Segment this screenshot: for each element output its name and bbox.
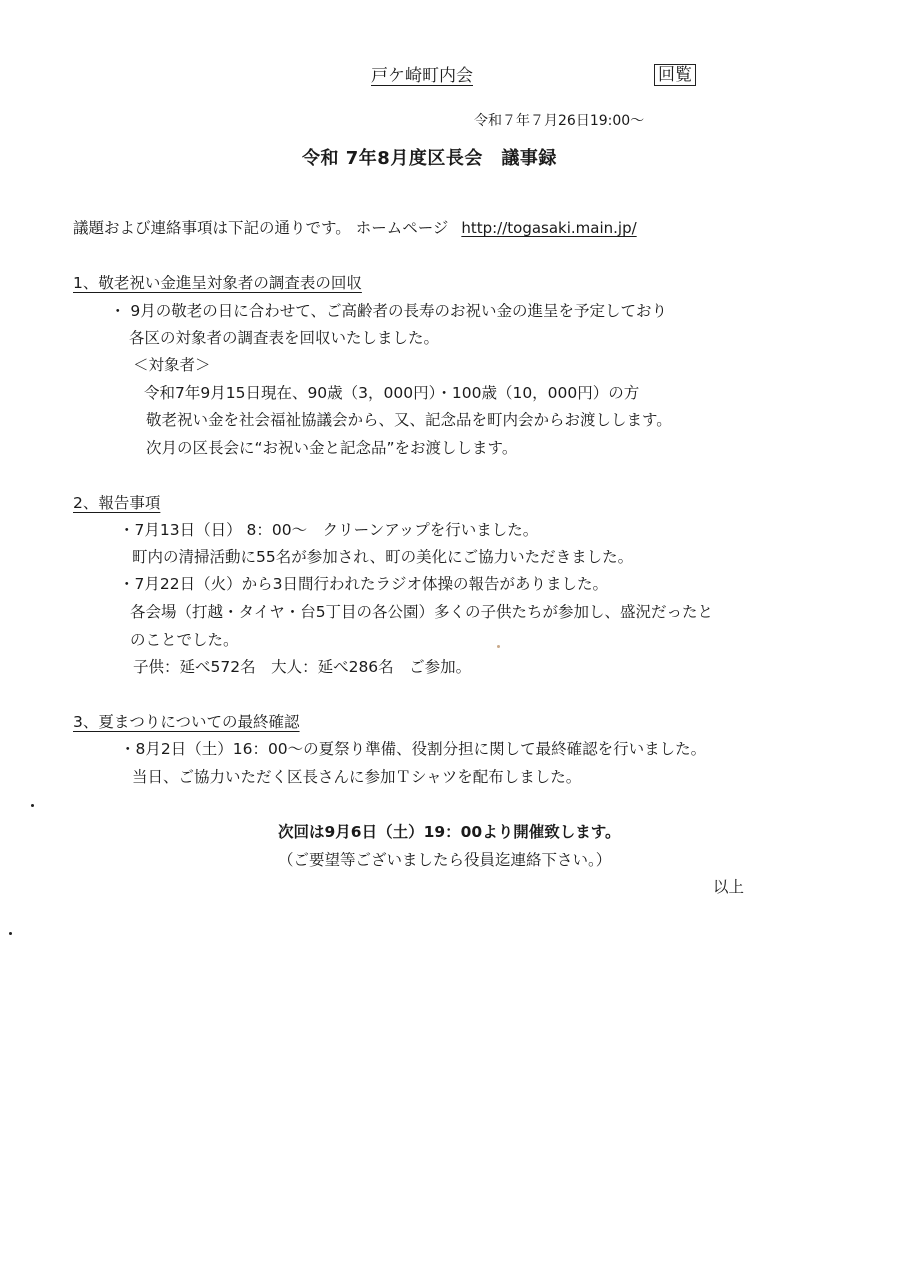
section1-line: ・ 9月の敬老の日に合わせて、ご高齢者の長寿のお祝い金の進呈を予定しており	[110, 302, 667, 320]
homepage-link[interactable]: http://togasaki.main.jp/	[461, 219, 637, 237]
section1-line: ＜対象者＞	[133, 356, 211, 374]
section2-line: 子供：延べ572名 大人：延べ286名 ご参加。	[133, 658, 472, 676]
section1-line: 次月の区長会に“お祝い金と記念品”をお渡しします。	[146, 439, 518, 457]
intro-line	[73, 218, 637, 238]
scan-speck	[9, 932, 12, 935]
section1-line: 各区の対象者の調査表を回収いたしました。	[129, 329, 440, 347]
intro-text: 議題および連絡事項は下記の通りです。 ホームページ	[73, 219, 449, 237]
section2-line: ・7月13日（日） 8：00～ クリーンアップを行いました。	[119, 521, 539, 539]
scan-speck	[31, 804, 34, 807]
section1-line: 令和7年9月15日現在、90歳（3，000円）・100歳（10，000円）の方	[144, 384, 640, 402]
section3-line: 当日、ご協力いただく区長さんに参加Ｔシャツを配布しました。	[132, 768, 582, 786]
section1-line: 敬老祝い金を社会福祉協議会から、又、記念品を町内会からお渡しします。	[146, 411, 672, 429]
section3-heading: 3、夏まつりについての最終確認	[73, 713, 300, 731]
contact-note: （ご要望等ございましたら役員迄連絡下さい。）	[278, 851, 612, 869]
organization-name: 戸ケ崎町内会	[371, 66, 473, 86]
section2-heading: 2、報告事項	[73, 494, 161, 512]
section2-line: のことでした。	[130, 631, 239, 649]
end-mark: 以上	[713, 878, 745, 896]
scan-speck	[497, 645, 500, 648]
section2-line: 町内の清掃活動に55名が参加され、町の美化にご協力いただきました。	[132, 548, 634, 566]
section2-line: ・7月22日（火）から3日間行われたラジオ体操の報告がありました。	[119, 575, 608, 593]
meeting-datetime: 令和７年７月26日19:00～	[474, 113, 645, 129]
next-meeting-notice: 次回は9月6日（土）19：00より開催致します。	[278, 823, 621, 841]
document-title: 令和 7年8月度区長会 議事録	[302, 148, 557, 169]
section1-heading: 1、敬老祝い金進呈対象者の調査表の回収	[73, 274, 362, 292]
section2-line: 各会場（打越・タイヤ・台5丁目の各公園）多くの子供たちが参加し、盛況だったと	[130, 603, 714, 621]
circulation-stamp: 回覧	[654, 64, 696, 86]
section3-line: ・8月2日（土）16：00～の夏祭り準備、役割分担に関して最終確認を行いました。	[120, 740, 707, 758]
